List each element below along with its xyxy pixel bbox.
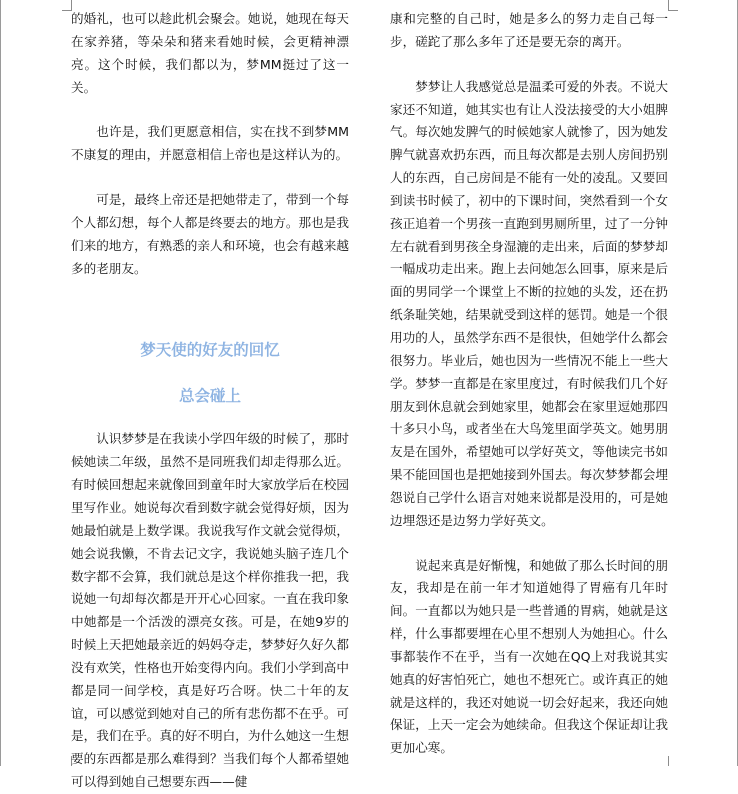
section-gap: [71, 280, 349, 338]
left-column: [71, 8, 349, 794]
paragraph-gap: [71, 99, 349, 121]
paragraph: 也许是，我们更愿意相信，实在找不到梦MM不康复的理由，并愿意相信上帝也是这样认为的。: [71, 124, 349, 163]
right-column: [390, 8, 668, 760]
crop-mark-top-right-v: [668, 0, 669, 10]
paragraph-gap: [71, 167, 349, 189]
paragraph: 康和完整的自己时，她是多么的努力走自己每一步，磋跎了那么多年了还是要无奈的离开。: [390, 11, 668, 49]
paragraph-gap: [390, 533, 668, 555]
section-subtitle: 总会碰上: [178, 387, 241, 406]
heading-gap: [71, 362, 349, 384]
paragraph: 说起来真是好惭愧，和她做了那么长时间的朋友，我却是在前一年才知道她得了胃癌有几年时间。一直都以为她只是一些普通的胃病，她就是这样，什么事都要埋在心里不想别人为她担心。什么事都装作不在乎，当有一次她在QQ上对我说其实她真的好害怕死亡，她也不想死亡。或许真正的她就是这样的，我还对她说一切会好起来，我还向她保证，上天一定会为她续命。但我这个保证却让我更加心寒。: [390, 557, 668, 756]
crop-mark-bottom-right-v: [668, 756, 669, 766]
paragraph: 梦梦让人我感觉总是温柔可爱的外表。不说大家还不知道，她其实也有让人没法接受的大小姐脾气。每次她发脾气的时候她家人就惨了，因为她发脾气就喜欢扔东西，而且每次都是去别人房间扔别人的东西，自己房间是不能有一处的凌乱。又要回到读书时候了，初中的下课时间，突然看到一个女孩正追着一个男孩一直跑到男厕所里，过了一分钟左右就看到男孩全身湿漉的走出来，后面的梦梦却一幅成功走出来。跑上去问她怎么回事，原来是后面的男同学一个课堂上不断的拉她的头发，还在扔纸条耻笑她，结果就受到这样的惩罚。她是一个很用功的人，虽然学东西不是很快，但她学什么都会很努力。毕业后，她也因为一些情况不能上一些大学。梦梦一直都是在家里度过，有时候我们几个好朋友到休息就会到她家里，她都会在家里逗她那四十多只小鸟，或者坐在大鸟笼里面学英文。她男朋友是在国外，希望她可以学好英文，等他读完书如果不能回国也是把她接到外国去。每次梦梦都会埋怨说自己学什么语言对她来说都是没用的，可是她边埋怨还是边努力学好英文。: [390, 78, 668, 528]
paragraph: 可是，最终上帝还是把她带走了，带到一个每个人都幻想，每个人都是终要去的地方。那也是我们来的地方，有熟悉的亲人和环境，也会有越来越多的老朋友。: [71, 192, 349, 276]
paragraph: 认识梦梦是在我读小学四年级的时候了，那时候她读二年级，虽然不是同班我们却走得那么近。有时候回想起来就像回到童年时大家放学后在校园里写作业。她说每次看到数字就会觉得好烦，因为她最怕就是上数学课。我说我写作文就会觉得烦，她会说我懒，不肯去记文字，我说她头脑子连几个数字都不会算，我们就总是这个样你推我一把，我说她一句却每次都是开开心心回家。一直在我印象中她都是一个活泼的漂亮女孩。可是，在她9岁的时候上天把她最亲近的妈妈夺走，梦梦好久好久都没有欢笑，性格也开始变得内向。我们小学到高中都是同一间学校，真是好巧合呀。快二十年的友谊，可以感觉到她对自己的所有悲伤都不在乎。可是，我们在乎。真的好不明白，为什么她这一生想要的东西都是那么难得到？当我们每个人都希望她可以得到她自己想要东西——健: [71, 431, 349, 790]
heading-gap: [71, 408, 349, 428]
page-border-left: [0, 0, 1, 766]
paragraph-gap: [390, 54, 668, 76]
crop-mark-top-right-h: [668, 10, 678, 11]
paragraph: 的婚礼，也可以趁此机会聚会。她说，她现在每天在家养猪，等朵朵和猪来看她时候，会更精神漂亮。这个时候，我们都以为，梦MM挺过了这一关。: [71, 11, 349, 95]
section-title: 梦天使的好友的回忆: [140, 341, 280, 360]
